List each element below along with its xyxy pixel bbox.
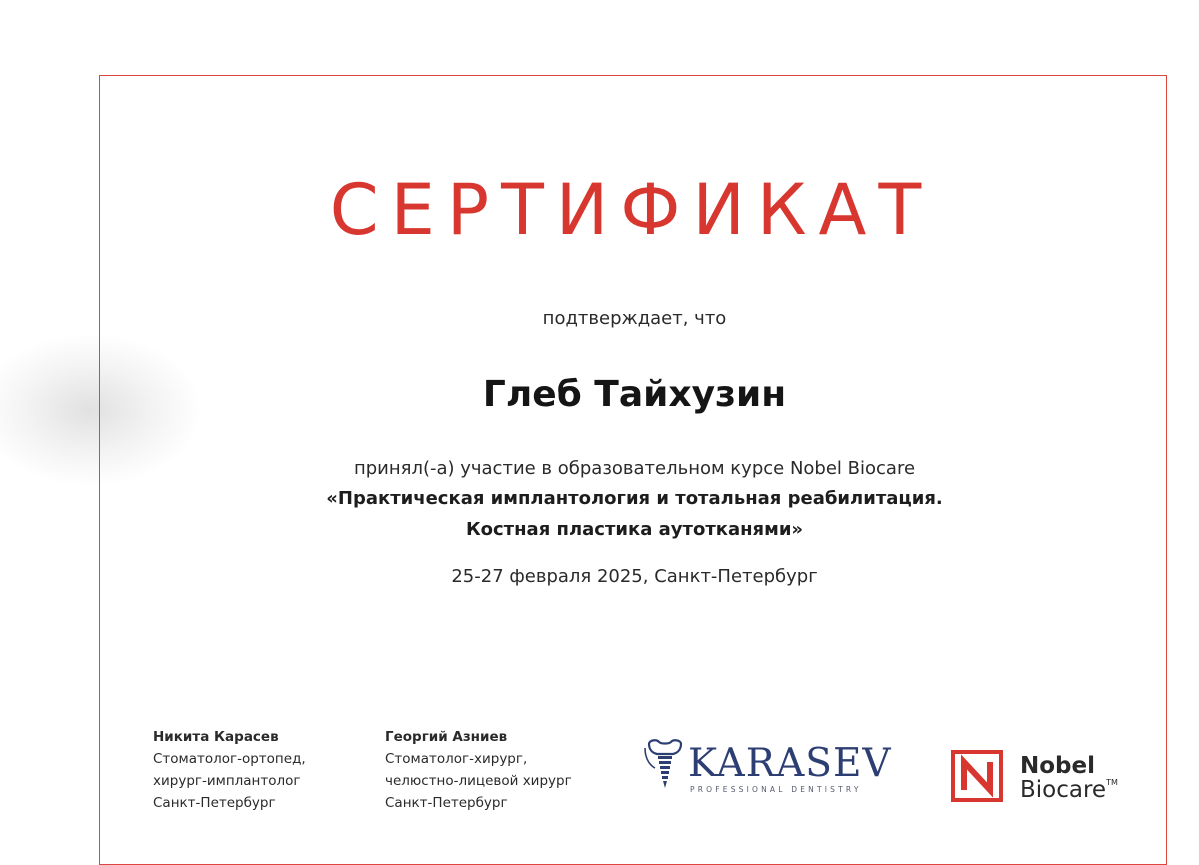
karasev-tagline: PROFESSIONAL DENTISTRY [690, 785, 862, 794]
course-name-line2: Костная пластика аутотканями» [465, 519, 804, 540]
karasev-wordmark: KARASEV [688, 741, 892, 786]
dental-implant-icon [643, 738, 687, 806]
date-place: 25-27 февраля 2025, Санкт-Петербург [451, 566, 818, 587]
signer-city: Санкт-Петербург [385, 795, 508, 811]
signer-role: Стоматолог-ортопед, [153, 751, 306, 767]
signer-azniev [385, 726, 572, 814]
nobel-biocare-logo [951, 750, 1131, 806]
karasev-logo [643, 738, 892, 808]
signer-role: челюстно-лицевой хирург [385, 773, 572, 789]
signer-name: Никита Карасев [153, 729, 279, 745]
nobel-n-icon [951, 750, 1003, 802]
signer-name: Георгий Азниев [385, 729, 508, 745]
nobel-wordmark [1020, 754, 1118, 802]
nobel-line2-wrap [1020, 778, 1118, 802]
trademark-mark: TM [1106, 778, 1118, 787]
signer-city: Санкт-Петербург [153, 795, 276, 811]
signer-role: хирург-имплантолог [153, 773, 301, 789]
course-intro: принял(-а) участие в образовательном курсе Nobel Biocare [353, 458, 916, 479]
signer-role: Стоматолог-хирург, [385, 751, 528, 767]
course-name-line1: «Практическая имплантология и тотальная реабилитация. [326, 488, 943, 509]
certificate-title: СЕРТИФИКАТ [329, 169, 934, 251]
confirms-text: подтверждает, что [542, 308, 727, 329]
signer-karasev [153, 726, 306, 814]
nobel-line2: Biocare [1020, 777, 1107, 803]
recipient-name: Глеб Тайхузин [482, 374, 787, 415]
nobel-line1: Nobel [1020, 753, 1095, 779]
